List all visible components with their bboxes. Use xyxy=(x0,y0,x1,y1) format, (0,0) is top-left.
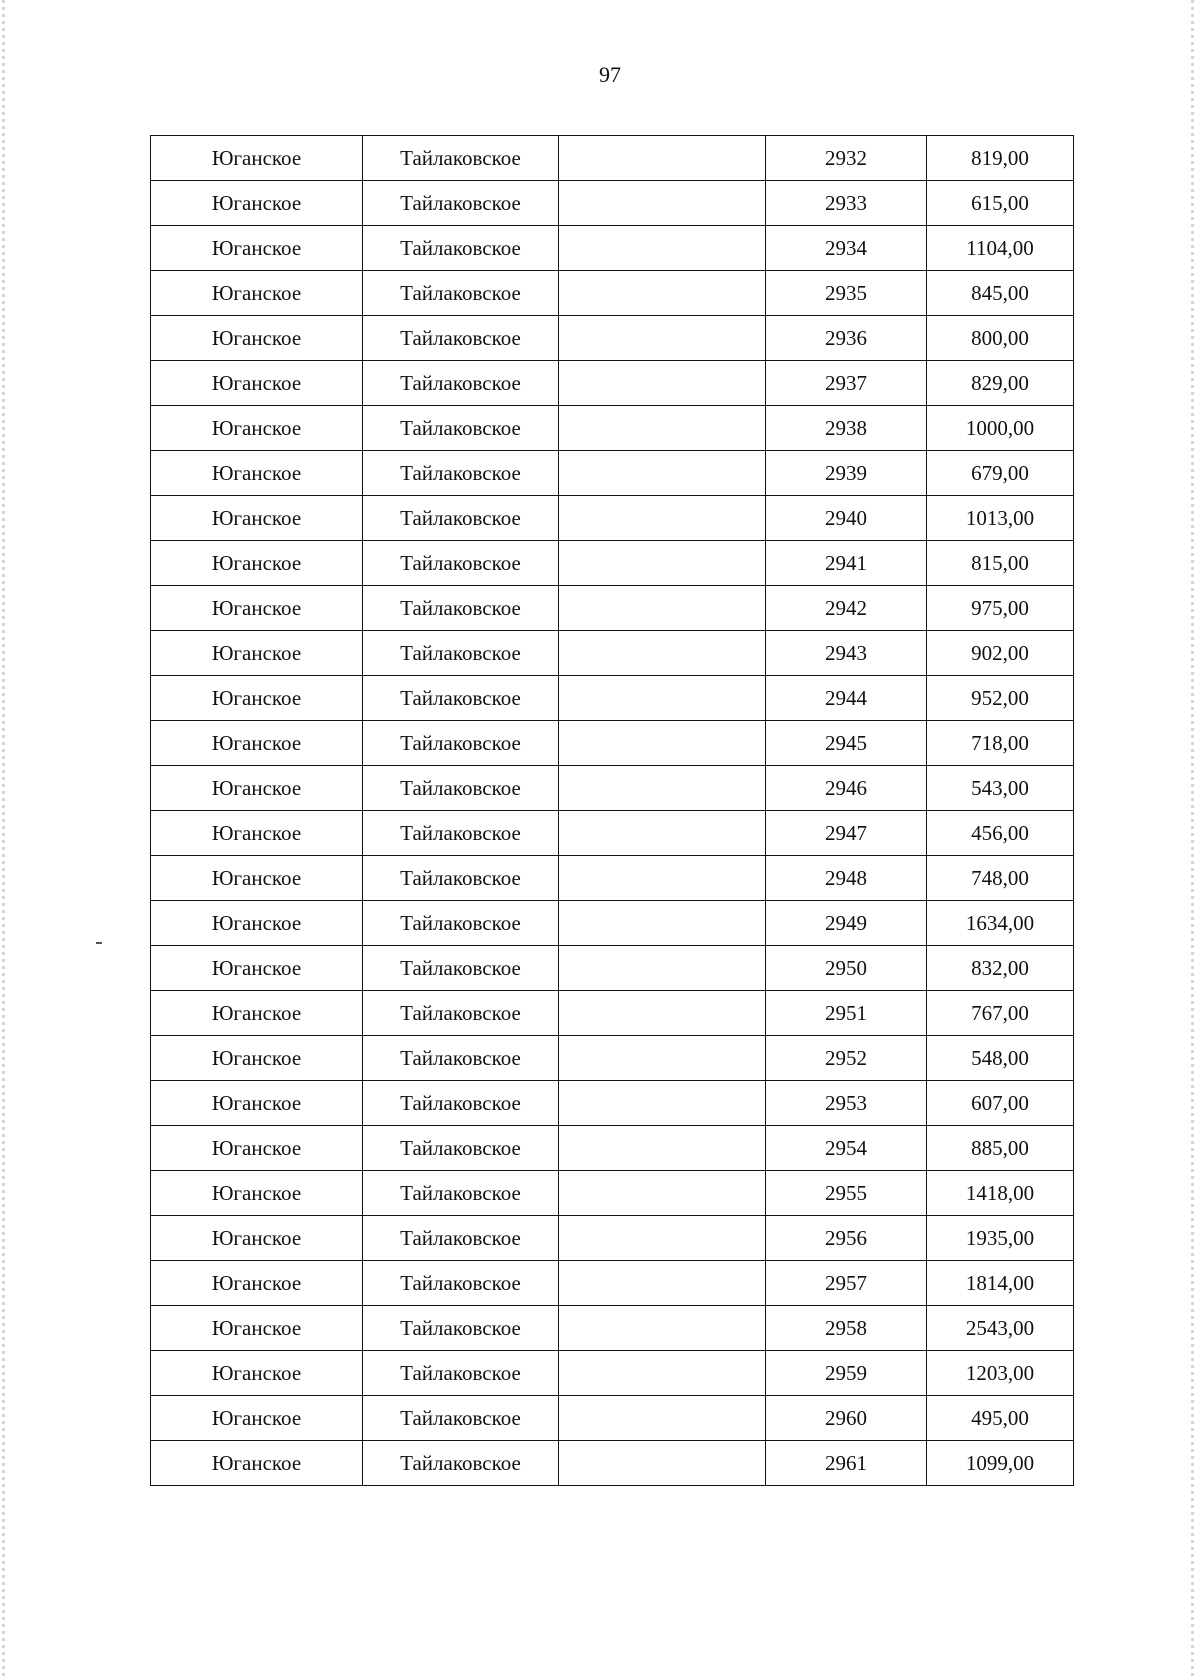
cell-value: 495,00 xyxy=(927,1396,1074,1441)
cell-number: 2940 xyxy=(766,496,927,541)
cell-value: 1104,00 xyxy=(927,226,1074,271)
cell-field: Юганское xyxy=(151,451,363,496)
cell-number: 2945 xyxy=(766,721,927,766)
table-row xyxy=(151,946,1074,991)
cell-area: Тайлаковское xyxy=(363,901,559,946)
table-row xyxy=(151,586,1074,631)
cell-area: Тайлаковское xyxy=(363,451,559,496)
table-row xyxy=(151,1441,1074,1486)
cell-number: 2956 xyxy=(766,1216,927,1261)
cell-number: 2941 xyxy=(766,541,927,586)
cell-area: Тайлаковское xyxy=(363,496,559,541)
cell-field: Юганское xyxy=(151,271,363,316)
cell-number: 2958 xyxy=(766,1306,927,1351)
cell-number: 2932 xyxy=(766,136,927,181)
cell-value: 952,00 xyxy=(927,676,1074,721)
cell-field: Юганское xyxy=(151,586,363,631)
cell-value: 679,00 xyxy=(927,451,1074,496)
cell-value: 800,00 xyxy=(927,316,1074,361)
cell-number: 2948 xyxy=(766,856,927,901)
cell-area: Тайлаковское xyxy=(363,586,559,631)
cell-field: Юганское xyxy=(151,1036,363,1081)
cell-field: Юганское xyxy=(151,316,363,361)
cell-value: 819,00 xyxy=(927,136,1074,181)
cell-value: 615,00 xyxy=(927,181,1074,226)
cell-value: 815,00 xyxy=(927,541,1074,586)
cell-number: 2934 xyxy=(766,226,927,271)
cell-field: Юганское xyxy=(151,676,363,721)
cell-blank xyxy=(559,811,766,856)
scan-mark xyxy=(96,942,102,944)
table-row xyxy=(151,1216,1074,1261)
cell-number: 2959 xyxy=(766,1351,927,1396)
cell-field: Юганское xyxy=(151,226,363,271)
cell-blank xyxy=(559,316,766,361)
cell-area: Тайлаковское xyxy=(363,1126,559,1171)
cell-field: Юганское xyxy=(151,1261,363,1306)
cell-field: Юганское xyxy=(151,811,363,856)
cell-field: Юганское xyxy=(151,541,363,586)
cell-area: Тайлаковское xyxy=(363,136,559,181)
cell-value: 1418,00 xyxy=(927,1171,1074,1216)
cell-area: Тайлаковское xyxy=(363,856,559,901)
cell-number: 2949 xyxy=(766,901,927,946)
cell-value: 1013,00 xyxy=(927,496,1074,541)
cell-blank xyxy=(559,631,766,676)
cell-value: 975,00 xyxy=(927,586,1074,631)
table-row xyxy=(151,451,1074,496)
cell-blank xyxy=(559,1306,766,1351)
cell-value: 767,00 xyxy=(927,991,1074,1036)
table-row xyxy=(151,136,1074,181)
data-table xyxy=(150,135,1074,1486)
cell-area: Тайлаковское xyxy=(363,1441,559,1486)
cell-area: Тайлаковское xyxy=(363,541,559,586)
cell-area: Тайлаковское xyxy=(363,181,559,226)
cell-number: 2950 xyxy=(766,946,927,991)
table-row xyxy=(151,901,1074,946)
cell-area: Тайлаковское xyxy=(363,1351,559,1396)
cell-field: Юганское xyxy=(151,1126,363,1171)
cell-number: 2952 xyxy=(766,1036,927,1081)
cell-blank xyxy=(559,1351,766,1396)
cell-area: Тайлаковское xyxy=(363,1171,559,1216)
table-row xyxy=(151,226,1074,271)
cell-blank xyxy=(559,1396,766,1441)
table-row xyxy=(151,676,1074,721)
cell-number: 2935 xyxy=(766,271,927,316)
cell-number: 2937 xyxy=(766,361,927,406)
cell-blank xyxy=(559,361,766,406)
cell-value: 548,00 xyxy=(927,1036,1074,1081)
table-row xyxy=(151,496,1074,541)
cell-number: 2957 xyxy=(766,1261,927,1306)
cell-field: Юганское xyxy=(151,946,363,991)
cell-area: Тайлаковское xyxy=(363,316,559,361)
table-row xyxy=(151,1126,1074,1171)
table-row xyxy=(151,406,1074,451)
table-row xyxy=(151,1171,1074,1216)
cell-value: 885,00 xyxy=(927,1126,1074,1171)
cell-blank xyxy=(559,1261,766,1306)
cell-value: 902,00 xyxy=(927,631,1074,676)
cell-area: Тайлаковское xyxy=(363,361,559,406)
table-row xyxy=(151,1036,1074,1081)
cell-value: 718,00 xyxy=(927,721,1074,766)
table-row xyxy=(151,1081,1074,1126)
cell-blank xyxy=(559,1081,766,1126)
cell-value: 2543,00 xyxy=(927,1306,1074,1351)
cell-blank xyxy=(559,766,766,811)
cell-blank xyxy=(559,901,766,946)
cell-field: Юганское xyxy=(151,406,363,451)
cell-area: Тайлаковское xyxy=(363,1261,559,1306)
cell-value: 1935,00 xyxy=(927,1216,1074,1261)
cell-field: Юганское xyxy=(151,1441,363,1486)
cell-value: 1203,00 xyxy=(927,1351,1074,1396)
cell-field: Юганское xyxy=(151,496,363,541)
cell-area: Тайлаковское xyxy=(363,1306,559,1351)
cell-blank xyxy=(559,1036,766,1081)
cell-number: 2943 xyxy=(766,631,927,676)
cell-field: Юганское xyxy=(151,1306,363,1351)
cell-blank xyxy=(559,451,766,496)
cell-blank xyxy=(559,406,766,451)
table-row xyxy=(151,721,1074,766)
cell-area: Тайлаковское xyxy=(363,811,559,856)
cell-number: 2942 xyxy=(766,586,927,631)
cell-area: Тайлаковское xyxy=(363,946,559,991)
cell-number: 2933 xyxy=(766,181,927,226)
cell-blank xyxy=(559,226,766,271)
cell-blank xyxy=(559,946,766,991)
cell-field: Юганское xyxy=(151,1396,363,1441)
cell-blank xyxy=(559,676,766,721)
table-row xyxy=(151,1396,1074,1441)
cell-field: Юганское xyxy=(151,766,363,811)
table-row xyxy=(151,1261,1074,1306)
cell-area: Тайлаковское xyxy=(363,271,559,316)
table-row xyxy=(151,316,1074,361)
cell-blank xyxy=(559,721,766,766)
cell-number: 2939 xyxy=(766,451,927,496)
cell-area: Тайлаковское xyxy=(363,1216,559,1261)
table-row xyxy=(151,271,1074,316)
cell-blank xyxy=(559,271,766,316)
cell-blank xyxy=(559,1441,766,1486)
cell-field: Юганское xyxy=(151,136,363,181)
cell-field: Юганское xyxy=(151,181,363,226)
table-body xyxy=(151,136,1074,1486)
cell-number: 2946 xyxy=(766,766,927,811)
cell-area: Тайлаковское xyxy=(363,631,559,676)
cell-field: Юганское xyxy=(151,901,363,946)
cell-value: 845,00 xyxy=(927,271,1074,316)
cell-value: 1000,00 xyxy=(927,406,1074,451)
cell-area: Тайлаковское xyxy=(363,226,559,271)
table-row xyxy=(151,856,1074,901)
table-row xyxy=(151,361,1074,406)
cell-value: 1099,00 xyxy=(927,1441,1074,1486)
table-row xyxy=(151,766,1074,811)
cell-blank xyxy=(559,1216,766,1261)
table-row xyxy=(151,811,1074,856)
cell-number: 2938 xyxy=(766,406,927,451)
cell-blank xyxy=(559,586,766,631)
cell-field: Юганское xyxy=(151,1081,363,1126)
cell-area: Тайлаковское xyxy=(363,1036,559,1081)
cell-area: Тайлаковское xyxy=(363,991,559,1036)
cell-area: Тайлаковское xyxy=(363,766,559,811)
cell-blank xyxy=(559,1126,766,1171)
cell-number: 2960 xyxy=(766,1396,927,1441)
scan-edge-right xyxy=(1191,0,1194,1680)
cell-field: Юганское xyxy=(151,721,363,766)
cell-area: Тайлаковское xyxy=(363,676,559,721)
cell-area: Тайлаковское xyxy=(363,1396,559,1441)
cell-blank xyxy=(559,136,766,181)
cell-value: 456,00 xyxy=(927,811,1074,856)
scan-edge-left xyxy=(2,0,5,1680)
cell-value: 1634,00 xyxy=(927,901,1074,946)
cell-area: Тайлаковское xyxy=(363,1081,559,1126)
cell-number: 2944 xyxy=(766,676,927,721)
cell-field: Юганское xyxy=(151,991,363,1036)
table-row xyxy=(151,1306,1074,1351)
cell-area: Тайлаковское xyxy=(363,406,559,451)
table-row xyxy=(151,541,1074,586)
cell-blank xyxy=(559,856,766,901)
cell-blank xyxy=(559,541,766,586)
cell-field: Юганское xyxy=(151,1351,363,1396)
cell-field: Юганское xyxy=(151,856,363,901)
cell-blank xyxy=(559,1171,766,1216)
cell-blank xyxy=(559,496,766,541)
cell-field: Юганское xyxy=(151,1216,363,1261)
cell-value: 607,00 xyxy=(927,1081,1074,1126)
table-row xyxy=(151,181,1074,226)
cell-number: 2961 xyxy=(766,1441,927,1486)
cell-value: 748,00 xyxy=(927,856,1074,901)
cell-value: 543,00 xyxy=(927,766,1074,811)
table-row xyxy=(151,1351,1074,1396)
cell-area: Тайлаковское xyxy=(363,721,559,766)
cell-number: 2951 xyxy=(766,991,927,1036)
cell-blank xyxy=(559,181,766,226)
cell-blank xyxy=(559,991,766,1036)
cell-value: 832,00 xyxy=(927,946,1074,991)
cell-number: 2954 xyxy=(766,1126,927,1171)
page-number: 97 xyxy=(599,62,621,87)
cell-number: 2955 xyxy=(766,1171,927,1216)
table-row xyxy=(151,631,1074,676)
table-row xyxy=(151,991,1074,1036)
cell-field: Юганское xyxy=(151,1171,363,1216)
cell-field: Юганское xyxy=(151,631,363,676)
cell-number: 2953 xyxy=(766,1081,927,1126)
cell-value: 829,00 xyxy=(927,361,1074,406)
cell-field: Юганское xyxy=(151,361,363,406)
cell-value: 1814,00 xyxy=(927,1261,1074,1306)
cell-number: 2947 xyxy=(766,811,927,856)
cell-number: 2936 xyxy=(766,316,927,361)
